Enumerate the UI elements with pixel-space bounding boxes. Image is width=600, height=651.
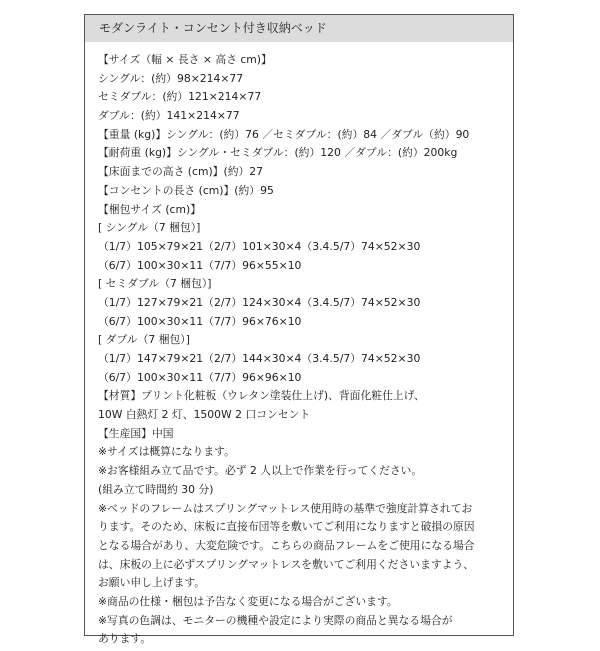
spec-line: [ シングル（7 梱包）] (98, 221, 201, 235)
spec-line: ※ベッドのフレームはスプリングマットレス使用時の基準で強度計算されてお (98, 501, 473, 515)
spec-list (98, 51, 504, 649)
spec-line: ダブル：(約）141×214×77 (98, 109, 240, 123)
spec-line: は、床板の上に必ずスプリングマットレスを敷いてご利用くださいますよう、 (98, 557, 475, 571)
spec-line: となる場合があり、大変危険です。こちらの商品フレームをご使用になる場合 (98, 538, 475, 552)
spec-line: 10W 白熱灯 2 灯、1500W 2 口コンセント (98, 408, 311, 422)
spec-line: 【コンセントの長さ (cm)】(約）95 (98, 183, 274, 197)
spec-line: [ セミダブル（7 梱包）] (98, 277, 212, 291)
spec-line: 【生産国】中国 (98, 426, 174, 440)
spec-line: ります。そのため、床板に直接布団等を敷いてご利用になりますと破損の原因 (98, 520, 475, 534)
spec-line: ※お客様組み立て品です。必ず 2 人以上で作業を行ってください。 (98, 464, 423, 478)
spec-line: （1/7）147×79×21（2/7）144×30×4（3.4.5/7）74×52×30 (98, 352, 421, 365)
spec-line: あります。 (98, 632, 152, 646)
spec-line: 【梱包サイズ (cm)】 (98, 202, 202, 216)
spec-line: （6/7）100×30×11（7/7）96×96×10 (98, 370, 302, 384)
spec-line: （6/7）100×30×11（7/7）96×76×10 (98, 314, 302, 328)
spec-line: （1/7）105×79×21（2/7）101×30×4（3.4.5/7）74×52×30 (98, 239, 421, 253)
spec-line: 【耐荷重 (kg)】シングル・セミダブル：(約）120 ／ダブル：(約）200kg (98, 146, 458, 160)
spec-panel (84, 14, 514, 646)
spec-line: （6/7）100×30×11（7/7）96×55×10 (98, 258, 302, 272)
spec-line: ※商品の仕様・梱包は予告なく変更になる場合がございます。 (98, 594, 398, 608)
spec-line: ※写真の色調は、モニターの機種や設定により実際の商品と異なる場合が (98, 613, 453, 627)
spec-line: お願い申し上げます。 (98, 576, 206, 590)
spec-line: [ ダブル（7 梱包）] (98, 333, 190, 347)
spec-line: 【床面までの高さ (cm)】(約）27 (98, 165, 264, 179)
spec-line: シングル：(約）98×214×77 (98, 71, 244, 85)
spec-line: 【材質】プリント化粧板（ウレタン塗装仕上げ)、背面化粧仕上げ、 (98, 389, 425, 403)
spec-header (85, 15, 513, 42)
spec-line: ※サイズは概算になります。 (98, 445, 235, 459)
spec-title: モダンライト・コンセント付き収納ベッド (99, 21, 327, 35)
spec-line: セミダブル：(約）121×214×77 (98, 90, 262, 104)
spec-line: (組み立て時間約 30 分) (98, 482, 214, 496)
spec-line: 【サイズ（幅 × 長さ × 高さ cm)】 (98, 53, 272, 66)
spec-line: 【重量 (kg)】シングル：(約）76 ／セミダブル：(約）84 ／ダブル（約）90 (98, 127, 470, 141)
spec-line: （1/7）127×79×21（2/7）124×30×4（3.4.5/7）74×52×30 (98, 295, 421, 309)
